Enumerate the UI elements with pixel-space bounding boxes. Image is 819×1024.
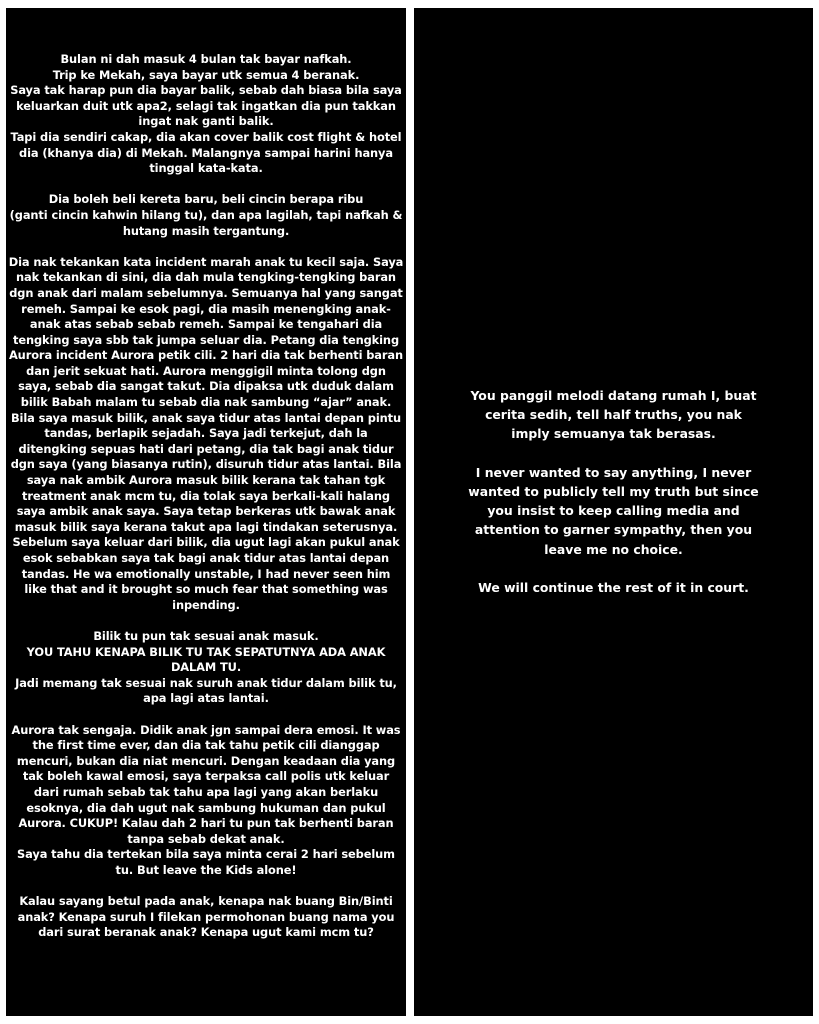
story-text-left: Bulan ni dah masuk 4 bulan tak bayar nafkah. Trip ke Mekah, saya bayar utk semua 4 beranak. Saya tak harap pun dia bayar balik, sebab dah biasa bila saya keluarkan duit utk apa2, selagi tak ingatkan dia pun takkan ingat nak ganti balik. Tapi dia sendiri cakap, dia akan cover balik cost flight & hotel dia (khanya dia) di Mekah. Malangnya sampai harini hanya tinggal kata-kata. Dia boleh beli kereta baru, beli cincin berapa ribu (ganti cincin kahwin hilang tu), dan apa lagilah, tapi nafkah & hutang masih tergantung. Dia nak tekankan kata incident marah anak tu kecil saja. Saya nak tekankan di sini, dia dah mula tengking-tengking baran dgn anak dari malam sebelumnya. Semuanya hal yang sangat remeh. Sampai ke esok pagi, dia masih menengking anak- anak atas sebab sebab remeh. Sampai ke tengahari dia tengking saya sbb tak jumpa seluar dia. Petang dia tengking Aurora incident Aurora petik cili. 2 hari dia tak berhenti baran dan jerit sekuat hati. Aurora menggigil minta tolong dgn saya, sebab dia sangat takut. Dia dipaksa utk duduk dalam bilik Babah malam tu sebab dia nak sambung “ajar” anak. Bila saya masuk bilik, anak saya tidur atas lantai depan pintu tandas, berlapik sejadah. Saya jadi terkejut, dah la ditengking sepuas hati dari petang, dia tak bagi anak tidur dgn saya (yang biasanya rutin), disuruh tidur atas lantai. Bila saya nak ambik Aurora masuk bilik kerana tak tahan tgk treatment anak mcm tu, dia tolak saya berkali-kali halang saya ambik anak saya. Saya tetap berkeras utk bawak anak masuk bilik saya kerana takut apa lagi tindakan seterusnya. Sebelum saya keluar dari bilik, dia ugut lagi akan pukul anak esok sebabkan saya tak bagi anak tidur atas lantai depan tandas. He wa emotionally unstable, I had never seen him like that and it brought so much fear that something was inpending. Bilik tu pun tak sesuai anak masuk. YOU TAHU KENAPA BILIK TU TAK SEPATUTNYA ADA ANAK DALAM TU. Jadi memang tak sesuai nak suruh anak tidur dalam bilik tu, apa lagi atas lantai. Aurora tak sengaja. Didik anak jgn sampai dera emosi. It was the first time ever, dan dia tak tahu petik cili dianggap mencuri, bukan dia niat mencuri. Dengan keadaan dia yang tak boleh kawal emosi, saya terpaksa call polis utk keluar dari rumah sebab tak tahu apa lagi yang akan berlaku esoknya, dia dah ugut nak sambung hukuman dan pukul Aurora. CUKUP! Kalau dah 2 hari tu pun tak berhenti baran tanpa sebab dekat anak. Saya tahu dia tertekan bila saya minta cerai 2 hari sebelum tu. But leave the Kids alone! Kalau sayang betul pada anak, kenapa nak buang Bin/Binti anak? Kenapa suruh I filekan permohonan buang nama you dari surat beranak anak? Kenapa ugut kami mcm tu?: [8, 52, 404, 940]
story-text-right: You panggil melodi datang rumah I, buat cerita sedih, tell half truths, you nak imply semuanya tak berasas. I never wanted to say anything, I never wanted to publicly tell my truth but since you insist to keep calling media and attention to garner sympathy, then you leave me no choice. We will continue the rest of it in court.: [468, 388, 759, 596]
story-panel-right: [414, 8, 813, 1016]
story-panel-left: [6, 8, 406, 1016]
